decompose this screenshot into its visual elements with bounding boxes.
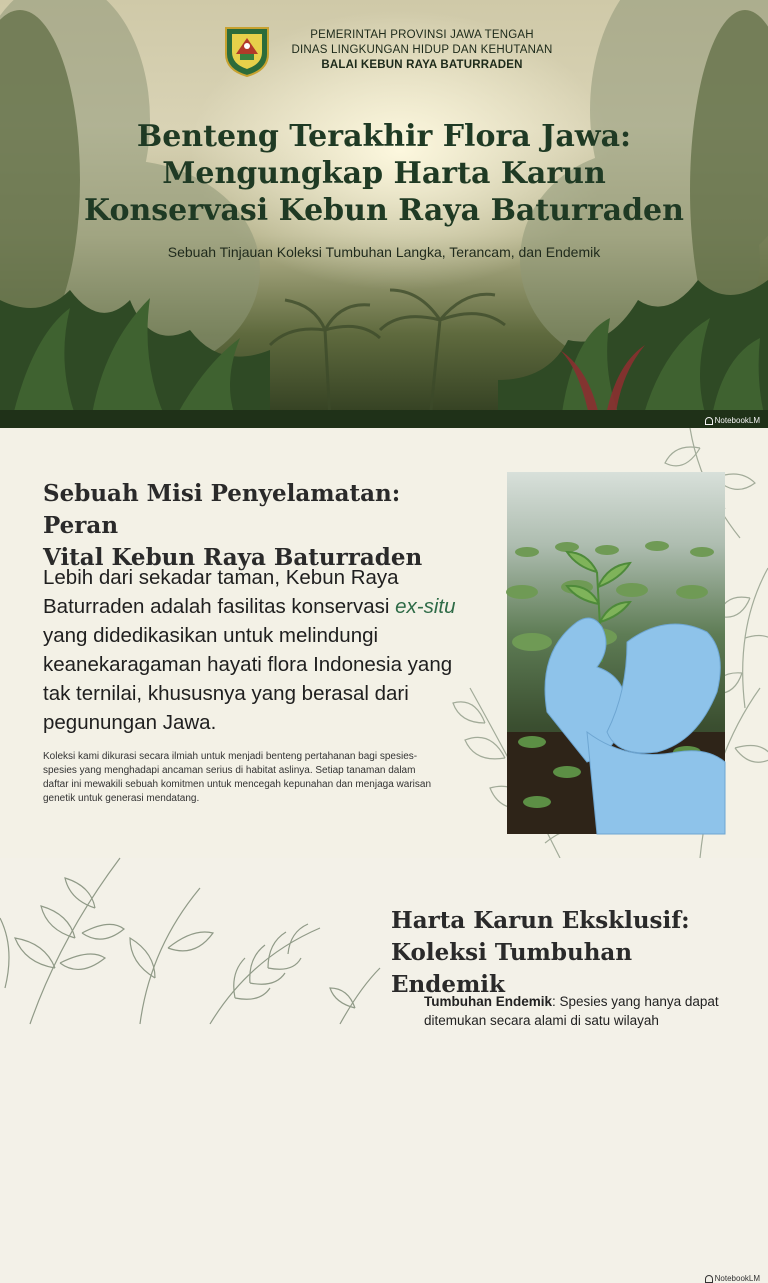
mission-lead-part1: Lebih dari sekadar taman, Kebun Raya Baturraden adalah fasilitas konservasi (43, 566, 399, 618)
hero-title (40, 118, 728, 229)
notebooklm-label: NotebookLM (714, 1274, 760, 1283)
notebooklm-label: NotebookLM (714, 416, 760, 425)
notebooklm-watermark-2 (705, 1274, 760, 1283)
agency-line-province: PEMERINTAH PROVINSI JAWA TENGAH (310, 29, 534, 41)
notebooklm-icon (705, 1275, 713, 1283)
endemic-title-line2: Koleksi Tumbuhan Endemik (391, 939, 633, 998)
notebooklm-icon (705, 417, 713, 425)
endemic-definition-text: : Spesies yang hanya dapat ditemukan secara alami di satu wilayah (424, 994, 719, 1028)
agency-header (282, 28, 562, 73)
hero-title-line3: Konservasi Kebun Raya Baturraden (84, 193, 684, 228)
hero-title-line1: Benteng Terakhir Flora Jawa: (136, 119, 632, 154)
mission-title-line1: Sebuah Misi Penyelamatan: Peran (43, 480, 401, 539)
mission-detail-paragraph: Koleksi kami dikurasi secara ilmiah untuk menjadi benteng pertahanan bagi spesies-spesies yang menghadapi ancaman serius di habitat aslinya. Setiap tanaman dalam daftar ini mewakili sebuah komitmen untuk mencegah kepunahan dan menjaga warisan genetik untuk generasi mendatang. (43, 751, 432, 804)
central-java-crest-icon (222, 24, 272, 78)
agency-line-garden: BALAI KEBUN RAYA BATURRADEN (321, 59, 523, 71)
endemic-section (0, 858, 768, 1028)
endemic-term: Tumbuhan Endemik (424, 994, 553, 1009)
mission-lead-emphasis: ex-situ (395, 595, 456, 618)
mission-title-line2: Vital Kebun Raya Baturraden (43, 544, 423, 571)
gloved-hands-seedling-illustration (507, 472, 725, 834)
hero-subtitle: Sebuah Tinjauan Koleksi Tumbuhan Langka, Terancam, dan Endemik (167, 244, 601, 260)
agency-line-department: DINAS LINGKUNGAN HIDUP DAN KEHUTANAN (291, 44, 553, 56)
endemic-title-line1: Harta Karun Eksklusif: (391, 907, 690, 934)
mission-lead-paragraph (43, 563, 473, 737)
mission-lead-part2: yang didedikasikan untuk melindungi keanekaragaman hayati flora Indonesia yang tak ternilai, khususnya yang berasal dari pegunungan Jawa. (43, 624, 453, 734)
hero-banner (0, 0, 768, 428)
hero-title-line2: Mengungkap Harta Karun (162, 156, 606, 191)
seedling-photo (507, 472, 725, 834)
mission-title (43, 478, 483, 574)
notebooklm-watermark (705, 416, 760, 425)
endemic-title (391, 905, 751, 1001)
endemic-definition (424, 992, 764, 1030)
